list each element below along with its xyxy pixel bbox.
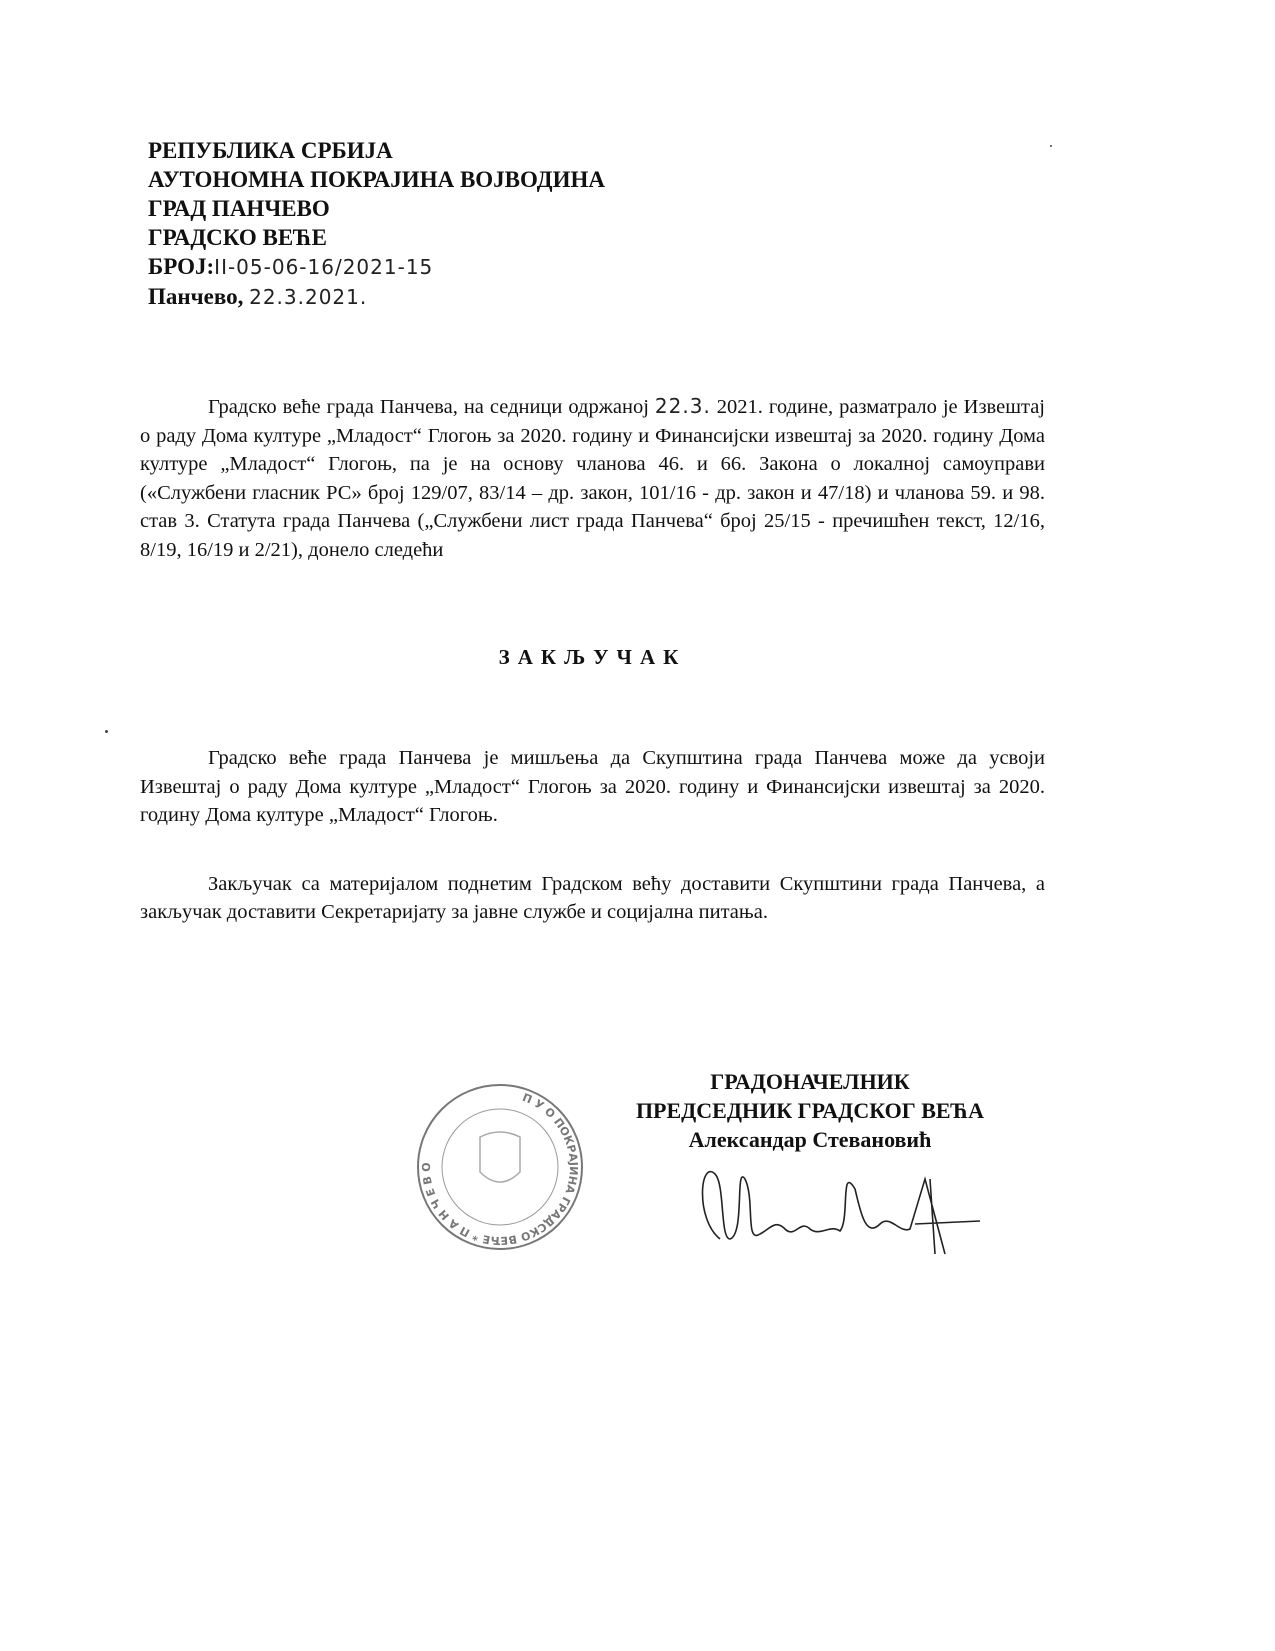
signatory-title-president: ПРЕДСЕДНИК ГРАДСКОГ ВЕЋА <box>635 1097 985 1123</box>
handwritten-session-date: 22.3. <box>654 394 711 418</box>
handwritten-number: II-05-06-16/2021-15 <box>214 255 434 279</box>
official-stamp <box>410 1077 590 1257</box>
scan-speck <box>105 730 108 733</box>
handwritten-date: 22.3.2021. <box>249 285 368 309</box>
svg-text:П У О ПОКРАЈИНА ГРАДСКО ВЕЋЕ: П У О ПОКРАЈИНА ГРАДСКО ВЕЋЕ * П А Н Ч Е В О <box>419 1090 581 1247</box>
conclusion-paragraph-1: Градско веће града Панчева је мишљења да Скупштина града Панчева може да усвоји Извештај о раду Дома културе „Младост“ Глогоњ за 2020. годину и Финансијски извештај за 2020. годину Дома културе „Младост“ Глогоњ. <box>140 747 1045 826</box>
header-place-date: Панчево, 22.3.2021. <box>148 284 368 309</box>
header-country: РЕПУБЛИКА СРБИЈА <box>148 138 393 163</box>
signature-block <box>419 1067 1020 1247</box>
header-city: ГРАД ПАНЧЕВО <box>148 196 330 221</box>
header-council: ГРАДСКО ВЕЋЕ <box>148 225 327 250</box>
signatory-title-mayor: ГРАДОНАЧЕЛНИК <box>710 1068 910 1094</box>
document-body <box>140 136 1045 1247</box>
conclusion-paragraph-2: Закључак са материјалом поднетим Градском већу доставити Скупштини града Панчева, а закључак доставити Секретаријату за јавне службе и социјална питања. <box>140 872 1045 923</box>
header-number: БРОЈ:II-05-06-16/2021-15 <box>148 254 434 279</box>
preamble-paragraph: Градско веће града Панчева, на седници одржаној 22.3. 2021. године, разматрало је Извештај о раду Дома културе „Младост“ Глогоњ за 2020. годину и Финансијски извештај за 2020. годину Дома културе „Младост“ Глогоњ, па је на основу чланова 46. и 66. Закона о локалној самоуправи («Службени гласник РС» број 129/07, 83/14 – др. закон, 101/16 - др. закон и 47/18) и чланова 59. и 98. став 3. Статута града Панчева („Службени лист града Панчева“ број 25/15 - пречишћен текст, 12/16, 8/19, 16/19 и 2/21), донело следећи <box>140 394 1045 561</box>
signatory-name: Александар Стевановић <box>688 1126 932 1152</box>
document-header <box>148 136 1045 312</box>
scan-speck <box>1050 145 1052 147</box>
handwritten-signature <box>690 1159 990 1269</box>
document-title: ЗАКЉУЧАК <box>498 645 687 669</box>
header-province: АУТОНОМНА ПОКРАЈИНА ВОЈВОДИНА <box>148 167 605 192</box>
